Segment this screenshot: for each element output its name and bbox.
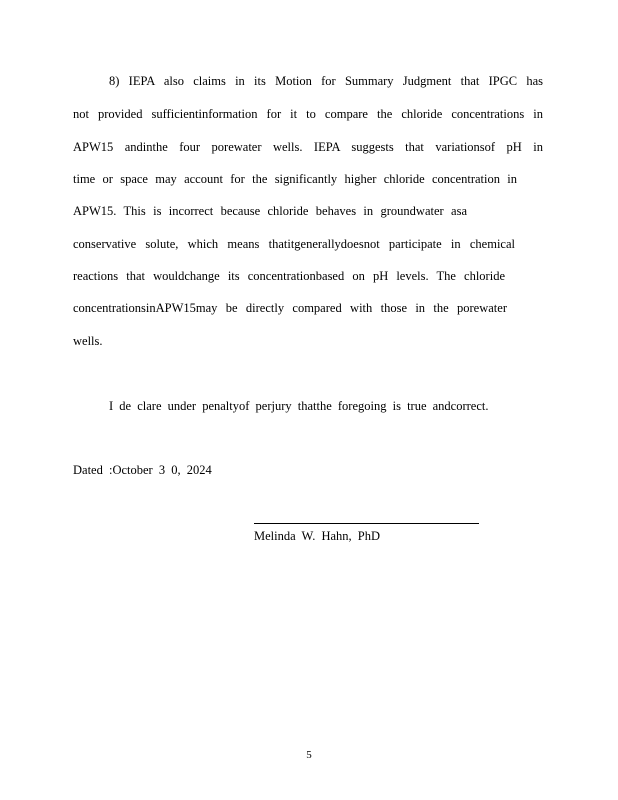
paragraph-line-8: concentrationsinAPW15may be directly compared with those in the porewater (73, 301, 507, 315)
paragraph-line-5: APW15. This is incorrect because chloride behaves in groundwater asa (73, 204, 467, 218)
paragraph-line-7: reactions that wouldchange its concentrationbased on pH levels. The chloride (73, 269, 505, 283)
dated-line: Dated :October 3 0, 2024 (73, 463, 212, 477)
paragraph-line-2: not provided sufficientinformation for it to compare the chloride concentrations in (73, 107, 543, 121)
paragraph-line-6: conservative solute, which means thatitgenerallydoesnot participate in chemical (73, 237, 515, 251)
signatory-name: Melinda W. Hahn, PhD (254, 529, 381, 543)
paragraph-line-3: APW15 andinthe four porewater wells. IEPA suggests that variationsof pH in (73, 140, 543, 154)
paragraph-line-9: wells. (73, 334, 103, 348)
paragraph-line-1: 8) IEPA also claims in its Motion for Summary Judgment that IPGC has (109, 74, 543, 88)
page-number: 5 (306, 749, 312, 761)
declaration-statement: I de clare under penaltyof perjury thatthe foregoing is true andcorrect. (109, 399, 489, 413)
paragraph-line-4: time or space may account for the significantly higher chloride concentration in (73, 172, 517, 186)
signature-line (254, 523, 479, 524)
